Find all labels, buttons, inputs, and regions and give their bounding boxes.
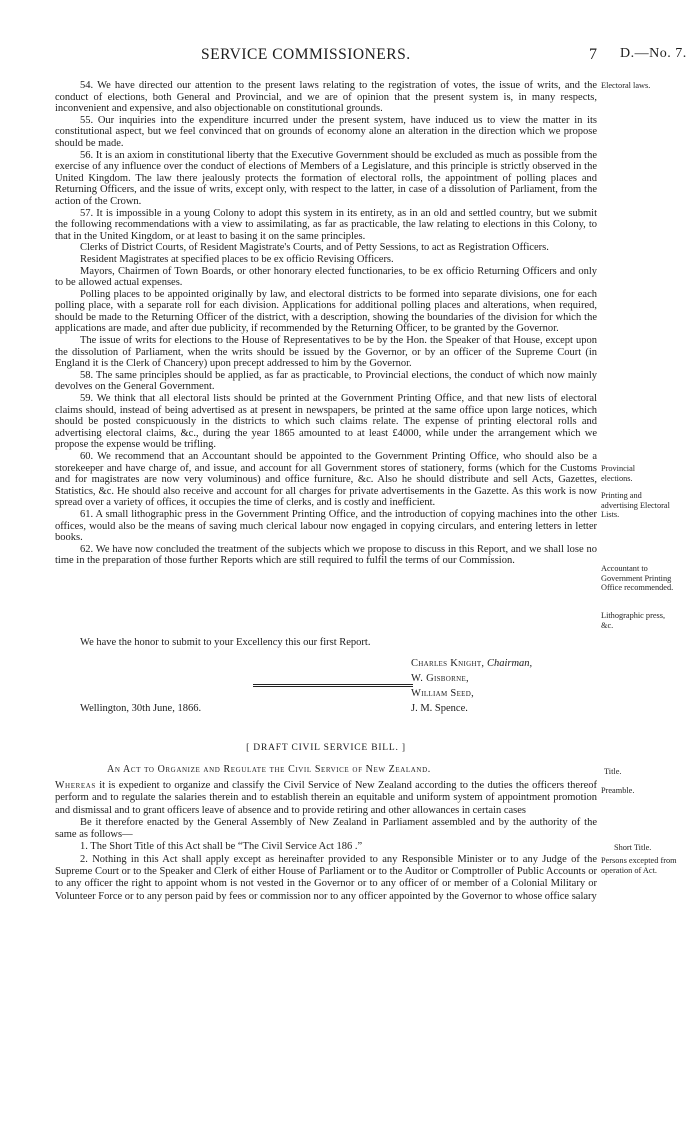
page-header	[0, 46, 700, 66]
preamble-text: it is expedient to organize and classify the Civil Service of New Zealand according to the duties the officers thereof perform and to regulate the salaries therein and to establish therein an equitable and uniform system of appointment promotion and dismissal and to grant officers leave of absence and to provide retiring and other allowances in certain cases	[55, 780, 597, 816]
recommendation-returning: Mayors, Chairmen of Town Boards, or other honorary elected functionaries, to be ex officio Returning Officers and only to be allowed actual expenses.	[55, 265, 597, 289]
paragraph-62: 62. We have now concluded the treatment of the subjects which we propose to discuss in this Report, and we shall lose no time in the preparation of those further Reports which are still required to fulfil the terms of our Commission.	[55, 543, 597, 567]
margin-note-persons-excepted: Persons excepted from operation of Act.	[601, 856, 677, 875]
signatory-chairman	[411, 658, 532, 669]
section-1: 1. The Short Title of this Act shall be “The Civil Service Act 186 .”	[80, 841, 363, 853]
whereas-word: Whereas	[55, 780, 96, 791]
bill-text	[55, 780, 597, 903]
paragraph-61: 61. A small lithographic press in the Government Printing Office, and the introduction of copying machines into the other offices, would also be the means of saving much clerical labour now engaged in copying circulars, and entering letters in letter books.	[55, 508, 597, 544]
running-title: SERVICE COMMISSIONERS.	[201, 46, 411, 63]
enacting-clause: Be it therefore enacted by the General Assembly of New Zealand in Parliament assembled and by the authority of the same as follows—	[55, 816, 597, 841]
margin-note-accountant: Accountant to Government Printing Office recommended.	[601, 564, 674, 592]
paragraph-59: 59. We think that all electoral lists should be printed at the Government Printing Office, and that new lists of electoral claims should, instead of being advertised as at present in newspapers, be printed at the same office upon large notices, which should be posted conspicuously in the districts to which such claims relate. The expense of printing electoral rolls and advertising electoral claims, &c., during the year 1865 amounted to at least £4000, while under the arrangement which we propose the expense would be trifling.	[55, 393, 597, 451]
signatory-3: William Seed,	[411, 688, 474, 699]
signatory-4: J. M. Spence.	[411, 703, 468, 714]
recommendation-revising: Resident Magistrates at specified places to be ex officio Revising Officers.	[80, 253, 394, 265]
recommendation-writs: The issue of writs for elections to the House of Representatives to be by the Hon. the Speaker of that House, except upon the dissolution of Parliament, when the writs should be issued by the Governor, or by an officer of the Supreme Court (in England it is the Clerk of Chancery) upon precept addressed to him by the Governor.	[55, 335, 597, 370]
document-number: D.—No. 7.	[620, 46, 687, 61]
recommendation-polling: Polling places to be appointed originally by law, and electoral districts to be formed into separate divisions, one for each polling place, with a separate roll for each division. Applications for additional polling places and alterations, when required, should be made to the Returning Officer of the district, with a description, showing the boundaries of the division for which the applications are made, and after due publicity, if recommended by the Returning Officer, to be granted by the Governor.	[55, 288, 597, 335]
margin-note-electoral-laws: Electoral laws.	[601, 81, 651, 90]
bill-heading: [ DRAFT CIVIL SERVICE BILL. ]	[246, 743, 406, 753]
margin-note-preamble: Preamble.	[601, 786, 635, 795]
paragraph-55: 55. Our inquiries into the expenditure incurred under the present system, have induced us to view the matter in its constitutional aspect, but we feel convinced that on grounds of economy alone an alteration in the direction which we propose should be made.	[55, 114, 597, 149]
report-body	[55, 80, 597, 567]
paragraph-58: 58. The same principles should be applied, as far as practicable, to Provincial elections, the conduct of which now mainly devolves on the General Government.	[55, 369, 597, 393]
closing-line: We have the honor to submit to your Excellency this our first Report.	[80, 637, 371, 648]
paragraph-56: 56. It is an axiom in constitutional liberty that the Executive Government should be excluded as much as possible from the exercise of any influence over the conduct of elections of Members of a Legislature, and this principle is strictly observed in the United Kingdom. The law there jealously protects the formation of electoral rolls, the appointment of polling places and Returning Officers, and the issue of writs, except only, with respect to the latter, in case of a dissolution of Parliament, from the action of the Crown.	[55, 149, 597, 207]
page-number: 7	[589, 46, 598, 63]
margin-note-lithographic: Lithographic press, &c.	[601, 611, 666, 630]
preamble	[55, 780, 597, 817]
margin-note-printing: Printing and advertising Electoral Lists.	[601, 491, 670, 519]
paragraph-54: 54. We have directed our attention to the present laws relating to the registration of votes, the issue of writs, and the conduct of elections, both General and Provincial, and we are of opinion that the present system is, in many respects, inconvenient and expensive, and also objectionable on constitutional grounds.	[55, 80, 597, 115]
paragraph-57: 57. It is impossible in a young Colony to adopt this system in its entirety, as in an old and settled country, but we submit the following recommendations with a view to assimilating, as far as practicable, the law relating to elections in this Colony, to that in the United Kingdom, or at least to basing it on the same principles.	[55, 207, 597, 242]
act-title-line	[107, 764, 547, 776]
margin-note-short-title: Short Title.	[614, 843, 652, 852]
signatory-2: W. Gisborne,	[411, 673, 469, 684]
section-divider	[253, 684, 413, 687]
place-date: Wellington, 30th June, 1866.	[80, 703, 202, 714]
section-2: 2. Nothing in this Act shall apply except as hereinafter provided to any Responsible Minister or to any Judge of the Supreme Court or to the Speaker and Clerk of either House of Parliament or to the Auditor or Comptroller of Public Accounts or to any officer the right to appoint whom is not vested in the Governor or to any officer of or member of a Colonial Military or Volunteer Force or to any person paid by fees or commission nor to any officer appointed by the Governor to whose office salary	[55, 853, 597, 902]
recommendation-registration: Clerks of District Courts, of Resident Magistrate's Courts, and of Petty Sessions, to act as Registration Officers.	[80, 242, 549, 254]
act-title: An Act to Organize and Regulate the Civil Service of New Zealand.	[107, 764, 431, 775]
signatory-name: Charles Knight,	[411, 658, 485, 669]
paragraph-60: 60. We recommend that an Accountant should be appointed to the Government Printing Office, who should also be a storekeeper and have charge of, and issue, and account for all Government stores of stationery, forms (which for the Customs and for magistrates are now very voluminous) and office furniture, &c. Also he should distribute and sell Acts, Gazettes, Statistics, &c. He should also receive and account for all charges for private advertisements in the Gazette. As this work is now spread over a variety of offices, it occupies the time of clerks, and is costly and inefficient.	[55, 451, 597, 509]
signatory-role: Chairman,	[486, 658, 533, 669]
margin-note-provincial: Provincial elections.	[601, 464, 636, 483]
margin-note-title: Title.	[604, 767, 622, 776]
